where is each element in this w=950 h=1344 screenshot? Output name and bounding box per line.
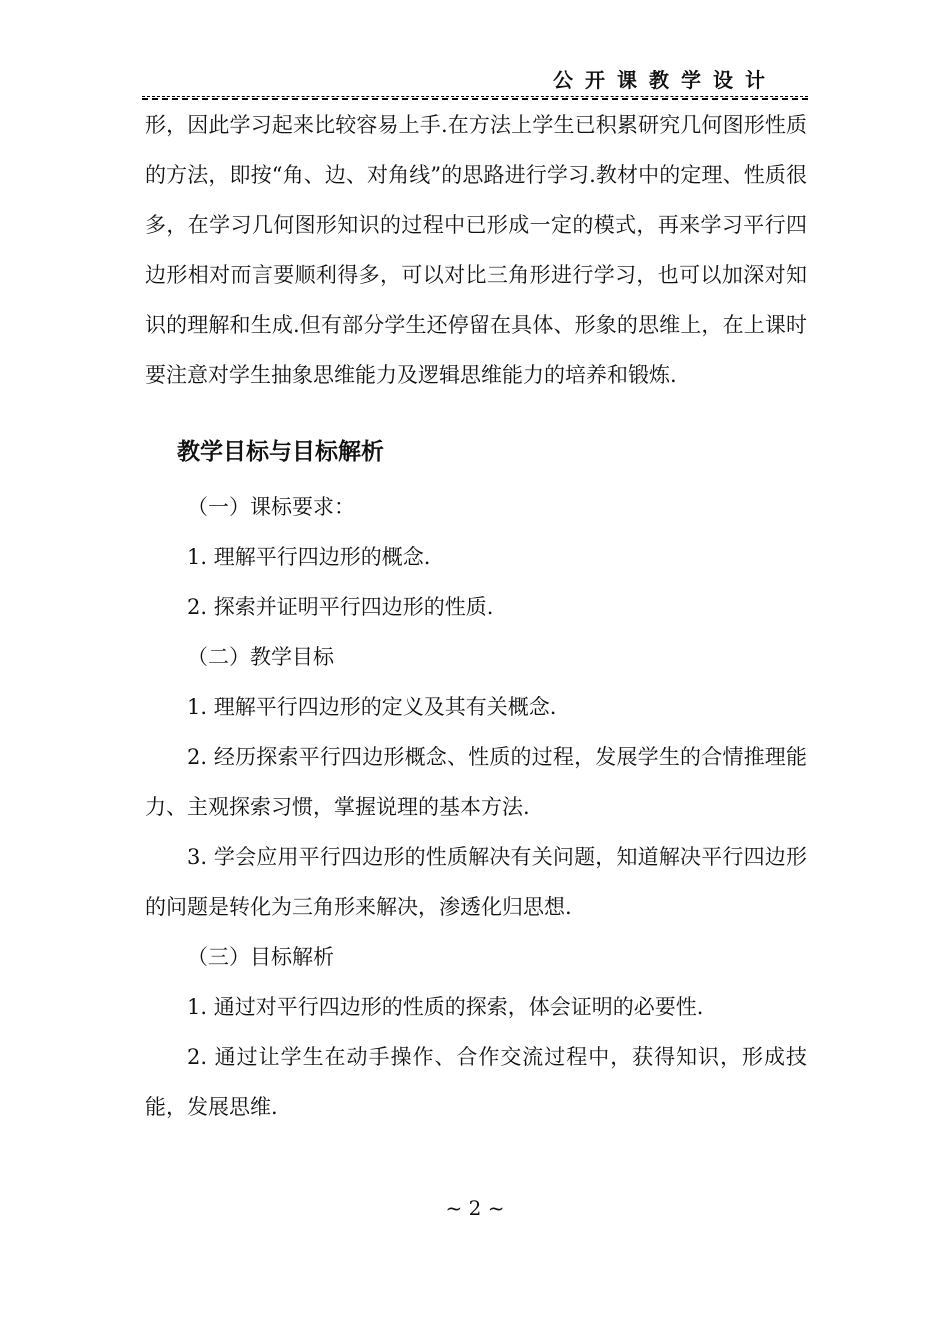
objective-item: 2. 经历探索平行四边形概念、性质的过程，发展学生的合情推理能力、主观探索习惯，掌握说理的基本方法. xyxy=(145,745,807,819)
header-title: 公开课教学设计 xyxy=(553,68,777,92)
document-body xyxy=(145,100,807,1132)
analysis-heading: （三）目标解析 xyxy=(187,945,334,969)
objectives-heading: （二）教学目标 xyxy=(187,645,334,669)
section-heading: 教学目标与目标解析 xyxy=(177,439,384,465)
objective-item: 3. 学会应用平行四边形的性质解决有关问题，知道解决平行四边形的问题是转化为三角形来解决，渗透化归思想. xyxy=(145,845,807,919)
analysis-item: 1. 通过对平行四边形的性质的探索，体会证明的必要性. xyxy=(187,995,704,1019)
analysis-item: 2. 通过让学生在动手操作、合作交流过程中，获得知识，形成技能，发展思维. xyxy=(145,1045,807,1119)
objective-item: 1. 理解平行四边形的定义及其有关概念. xyxy=(187,695,557,719)
curriculum-heading: （一）课标要求： xyxy=(187,495,355,519)
page-number: ~ 2 ~ xyxy=(445,1196,505,1220)
intro-paragraph: 形，因此学习起来比较容易上手.在方法上学生已积累研究几何图形性质的方法，即按“角、边、对角线”的思路进行学习.教材中的定理、性质很多，在学习几何图形知识的过程中已形成一定的模式，再来学习平行四边形相对而言要顺利得多，可以对比三角形进行学习，也可以加深对知识的理解和生成.但有部分学生还停留在具体、形象的思维上，在上课时要注意对学生抽象思维能力及逻辑思维能力的培养和锻炼. xyxy=(145,113,807,387)
curriculum-item: 1. 理解平行四边形的概念. xyxy=(187,545,431,569)
curriculum-item: 2. 探索并证明平行四边形的性质. xyxy=(187,595,494,619)
